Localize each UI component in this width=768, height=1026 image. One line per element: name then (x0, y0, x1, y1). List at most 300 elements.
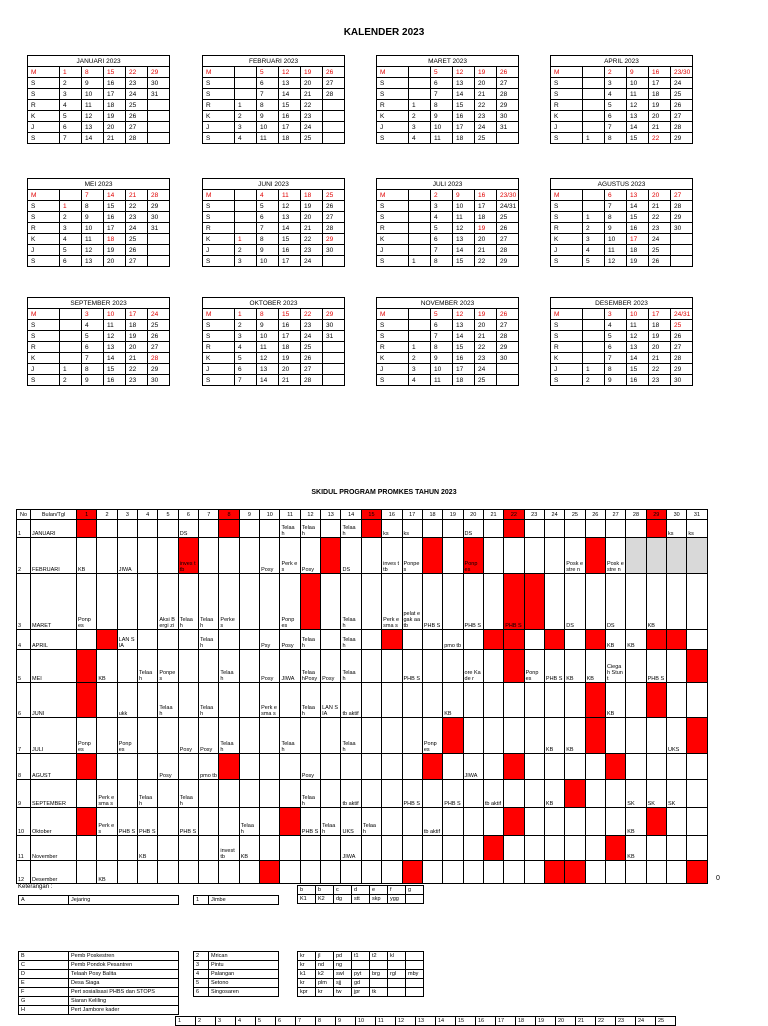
activity-label: KB (545, 801, 554, 807)
date-cell: 13 (627, 111, 649, 122)
weekday-cell: S (377, 375, 409, 386)
schedule-day-cell (565, 630, 585, 650)
legend-cell: 13 (416, 1017, 436, 1026)
schedule-day-cell (524, 650, 544, 683)
date-cell: 9 (627, 67, 649, 78)
schedule-day-cell (138, 520, 158, 538)
date-cell: 25 (475, 133, 497, 144)
schedule-header-day: 21 (483, 510, 503, 520)
date-cell (409, 89, 431, 100)
date-cell (583, 201, 605, 212)
date-cell: 19 (475, 309, 497, 320)
schedule-day-cell (77, 538, 97, 574)
date-cell: 29 (497, 342, 519, 353)
date-cell: 18 (649, 89, 671, 100)
schedule-day-cell (402, 718, 422, 754)
schedule-day-cell (666, 683, 686, 718)
schedule-day-cell (422, 718, 442, 754)
schedule-day-cell (138, 718, 158, 754)
date-cell: 29 (497, 256, 519, 267)
schedule-day-cell (239, 538, 259, 574)
schedule-day-cell (687, 754, 707, 780)
date-cell: 24 (301, 331, 323, 342)
weekday-cell: S (377, 133, 409, 144)
date-cell: 28 (671, 122, 693, 133)
schedule-month: MARET (31, 574, 77, 630)
date-cell: 21 (649, 201, 671, 212)
date-cell: 15 (279, 234, 301, 245)
date-cell: 13 (453, 234, 475, 245)
legend-cell (388, 979, 406, 988)
date-cell: 12 (82, 111, 104, 122)
schedule-day-cell (321, 538, 341, 574)
activity-label: SK (667, 801, 676, 807)
legend-cell: e (370, 886, 388, 895)
schedule-day-cell (260, 630, 280, 650)
activity-label: Telaa h (301, 637, 315, 649)
schedule-day-cell (341, 630, 361, 650)
schedule-day-cell (544, 574, 564, 630)
schedule-day-cell (178, 718, 198, 754)
date-cell: 23 (301, 320, 323, 331)
date-cell: 8 (82, 201, 104, 212)
schedule-day-cell (666, 861, 686, 884)
activity-label: DS (606, 623, 615, 629)
schedule-day-cell (280, 683, 300, 718)
schedule-header-day: 4 (138, 510, 158, 520)
date-cell: 31 (148, 89, 170, 100)
date-cell: 6 (257, 78, 279, 89)
date-cell: 17 (453, 364, 475, 375)
schedule-day-cell (260, 650, 280, 683)
activity-label: PHB S (647, 676, 665, 682)
activity-label: Posy (301, 773, 315, 779)
schedule-row (17, 650, 708, 683)
date-cell: 28 (671, 201, 693, 212)
schedule-day-cell (361, 650, 381, 683)
date-cell: 30 (323, 245, 345, 256)
schedule-day-cell (605, 754, 625, 780)
date-cell: 20 (104, 122, 126, 133)
schedule-day-cell (605, 780, 625, 808)
schedule-day-cell (219, 538, 239, 574)
date-cell: 10 (257, 122, 279, 133)
schedule-day-cell (605, 861, 625, 884)
activity-label: Telaa h (200, 637, 214, 649)
activity-label: PHB S (505, 623, 522, 629)
schedule-header-day: 17 (402, 510, 422, 520)
legend-cell (406, 895, 424, 904)
legend-cell: skp (370, 895, 388, 904)
date-cell: 29 (323, 234, 345, 245)
schedule-day-cell (219, 861, 239, 884)
schedule-day-cell (463, 718, 483, 754)
date-cell: 28 (497, 331, 519, 342)
schedule-day-cell (524, 780, 544, 808)
legend-cell: Pert sosialisasi PHBS dan STOPS (69, 988, 179, 997)
month-calendar (550, 297, 693, 386)
date-cell: 23 (301, 245, 323, 256)
schedule-day-cell (341, 683, 361, 718)
schedule-day-cell (443, 650, 463, 683)
schedule-day-cell (687, 836, 707, 861)
date-cell (235, 89, 257, 100)
legend-cell: tk (370, 988, 388, 997)
schedule-day-cell (626, 808, 646, 836)
schedule-day-cell (585, 836, 605, 861)
date-cell: 29 (323, 309, 345, 320)
date-cell: 3 (431, 201, 453, 212)
date-cell: 17 (279, 256, 301, 267)
schedule-day-cell (97, 683, 117, 718)
schedule-day-cell (646, 718, 666, 754)
schedule-day-cell (626, 861, 646, 884)
schedule-day-cell (300, 718, 320, 754)
schedule-day-cell (361, 630, 381, 650)
legend-cell: b (298, 886, 316, 895)
schedule-day-cell (280, 780, 300, 808)
schedule-day-cell (402, 650, 422, 683)
activity-label: Telaa h (220, 741, 234, 753)
activity-label: Telaa h (342, 525, 356, 537)
date-cell (409, 223, 431, 234)
legend-cell: gd (352, 979, 370, 988)
date-cell (409, 245, 431, 256)
schedule-day-cell (687, 520, 707, 538)
schedule-day-cell (422, 520, 442, 538)
date-cell: 14 (279, 89, 301, 100)
date-cell: 13 (279, 212, 301, 223)
date-cell: 5 (431, 67, 453, 78)
legend-cell: 6 (194, 988, 209, 997)
legend-cell: c (334, 886, 352, 895)
activity-label: PHB S (423, 623, 441, 629)
weekday-cell: S (28, 320, 60, 331)
activity-label: DS (342, 567, 351, 573)
schedule-month: November (31, 836, 77, 861)
schedule-day-cell (524, 754, 544, 780)
date-cell: 9 (82, 212, 104, 223)
page-title: KALENDER 2023 (343, 27, 425, 38)
schedule-day-cell (544, 754, 564, 780)
schedule-day-cell (361, 718, 381, 754)
weekday-cell: R (203, 223, 235, 234)
date-cell: 28 (323, 89, 345, 100)
schedule-day-cell (199, 754, 219, 780)
date-cell: 25 (671, 89, 693, 100)
legend-cell: brg (370, 970, 388, 979)
date-cell: 1 (60, 364, 82, 375)
date-cell: 17 (453, 122, 475, 133)
date-cell: 1 (409, 100, 431, 111)
legend-cell: 2 (194, 952, 209, 961)
schedule-day-cell (544, 718, 564, 754)
schedule-day-cell (504, 718, 524, 754)
date-cell (323, 256, 345, 267)
schedule-header-label: Bulan/Tgl (31, 510, 77, 520)
date-cell: 11 (257, 342, 279, 353)
schedule-row-number: 3 (17, 574, 31, 630)
date-cell: 11 (627, 320, 649, 331)
date-cell: 17 (649, 309, 671, 320)
schedule-day-cell (280, 630, 300, 650)
schedule-day-cell (565, 683, 585, 718)
activity-label: KB (627, 829, 635, 835)
activity-label: Posy (261, 567, 274, 573)
date-cell: 18 (279, 133, 301, 144)
weekday-cell: J (551, 122, 583, 133)
activity-label: Perk esma s (383, 617, 400, 629)
schedule-day-cell (219, 808, 239, 836)
legend-cell: jl (316, 952, 334, 961)
legend-cell: 25 (656, 1017, 676, 1026)
date-cell (148, 256, 170, 267)
schedule-day-cell (138, 683, 158, 718)
schedule-day-cell (585, 718, 605, 754)
schedule-day-cell (77, 630, 97, 650)
date-cell: 10 (82, 223, 104, 234)
weekday-cell: S (551, 256, 583, 267)
activity-label: JIWA (281, 676, 295, 682)
date-cell (235, 201, 257, 212)
date-cell: 11 (104, 320, 126, 331)
activity-label: KB (545, 747, 554, 753)
date-cell: 9 (453, 190, 475, 201)
date-cell: 18 (453, 375, 475, 386)
schedule-table (16, 509, 708, 884)
date-cell: 10 (104, 309, 126, 320)
schedule-day-cell (321, 630, 341, 650)
schedule-day-cell (422, 754, 442, 780)
schedule-day-cell (280, 520, 300, 538)
legend-cell: A (19, 896, 69, 905)
date-cell: 2 (431, 190, 453, 201)
date-cell: 28 (497, 89, 519, 100)
date-cell: 8 (257, 309, 279, 320)
schedule-day-cell (402, 520, 422, 538)
schedule-day-cell (199, 538, 219, 574)
schedule-day-cell (260, 836, 280, 861)
activity-label: Telaa h (342, 741, 356, 753)
date-cell: 26 (497, 67, 519, 78)
date-cell (60, 331, 82, 342)
activity-label: Ponp es (118, 741, 132, 753)
legend-cell: Siaran Keliling (69, 997, 179, 1006)
date-cell (409, 309, 431, 320)
date-cell: 27 (126, 122, 148, 133)
schedule-header-day: 22 (504, 510, 524, 520)
activity-label: Posy (179, 747, 192, 753)
schedule-day-cell (382, 754, 402, 780)
date-cell: 18 (301, 190, 323, 201)
schedule-day-cell (280, 808, 300, 836)
date-cell: 10 (257, 331, 279, 342)
activity-label: PHB S (179, 829, 197, 835)
schedule-day-cell (199, 630, 219, 650)
schedule-day-cell (443, 538, 463, 574)
weekday-cell: K (28, 111, 60, 122)
schedule-day-cell (402, 574, 422, 630)
activity-label: Perke s (220, 617, 235, 629)
schedule-day-cell (361, 574, 381, 630)
activity-label: PHB S (464, 623, 482, 629)
date-cell: 7 (60, 133, 82, 144)
weekday-cell: J (377, 122, 409, 133)
date-cell (323, 375, 345, 386)
schedule-day-cell (646, 754, 666, 780)
schedule-day-cell (504, 808, 524, 836)
schedule-day-cell (626, 754, 646, 780)
schedule-header-day: 14 (341, 510, 361, 520)
date-cell (409, 212, 431, 223)
weekday-cell: S (377, 201, 409, 212)
schedule-day-cell (219, 650, 239, 683)
weekday-cell: K (377, 111, 409, 122)
date-cell (583, 320, 605, 331)
month-calendar (550, 178, 693, 267)
schedule-header-day: 3 (117, 510, 137, 520)
month-name: APRIL 2023 (551, 56, 693, 67)
date-cell (60, 320, 82, 331)
legend-cell: t2 (370, 952, 388, 961)
date-cell: 26 (148, 331, 170, 342)
schedule-day-cell (158, 538, 178, 574)
legend-cell: pyt (352, 970, 370, 979)
date-cell: 27 (323, 78, 345, 89)
legend-cell: kr (298, 979, 316, 988)
activity-label: KB (586, 676, 594, 682)
date-cell (583, 309, 605, 320)
date-cell: 22 (649, 133, 671, 144)
schedule-day-cell (97, 808, 117, 836)
schedule-day-cell (260, 718, 280, 754)
schedule-day-cell (626, 650, 646, 683)
date-cell: 24/31 (497, 201, 519, 212)
schedule-day-cell (544, 630, 564, 650)
date-cell: 27 (497, 78, 519, 89)
date-cell: 7 (605, 122, 627, 133)
date-cell: 24 (301, 122, 323, 133)
month-calendar (376, 178, 519, 267)
date-cell: 21 (279, 375, 301, 386)
date-cell: 20 (475, 234, 497, 245)
schedule-day-cell (504, 520, 524, 538)
date-cell: 21 (301, 89, 323, 100)
activity-label: SK (627, 801, 635, 807)
schedule-day-cell (158, 780, 178, 808)
schedule-day-cell (646, 836, 666, 861)
schedule-day-cell (77, 574, 97, 630)
date-cell: 24 (126, 223, 148, 234)
schedule-day-cell (666, 574, 686, 630)
date-cell: 18 (649, 320, 671, 331)
date-cell: 19 (649, 100, 671, 111)
schedule-day-cell (239, 861, 259, 884)
legend-cell: 16 (476, 1017, 496, 1026)
schedule-day-cell (382, 808, 402, 836)
month-name: MARET 2023 (377, 56, 519, 67)
legend-cell (406, 961, 424, 970)
legend-program-list (18, 951, 179, 1015)
legend-cell: k2 (316, 970, 334, 979)
legend-cell: H (19, 1006, 69, 1015)
schedule-day-cell (239, 574, 259, 630)
schedule-day-cell (158, 574, 178, 630)
activity-label: Telaa h (159, 705, 173, 717)
activity-label: Ponp es (78, 741, 91, 753)
date-cell: 1 (60, 67, 82, 78)
date-cell: 3 (409, 122, 431, 133)
legend-cell: 9 (336, 1017, 356, 1026)
schedule-day-cell (117, 836, 137, 861)
schedule-day-cell (687, 538, 707, 574)
schedule-day-cell (626, 630, 646, 650)
date-cell: 27 (301, 364, 323, 375)
legend-cell: E (19, 979, 69, 988)
legend-village-list (193, 951, 279, 997)
activity-label: Telaa h (301, 795, 315, 807)
date-cell: 19 (279, 353, 301, 364)
weekday-cell: J (377, 364, 409, 375)
date-cell: 30 (148, 375, 170, 386)
activity-label: Telaa h (301, 525, 315, 537)
schedule-header-day: 16 (382, 510, 402, 520)
schedule-day-cell (422, 538, 442, 574)
schedule-day-cell (77, 718, 97, 754)
schedule-day-cell (138, 754, 158, 780)
activity-label: Telaa h (342, 617, 356, 629)
activity-label: Telaa h (220, 670, 234, 682)
legend-cell: stt (352, 895, 370, 904)
schedule-day-cell (524, 861, 544, 884)
date-cell (671, 245, 693, 256)
schedule-header-day: 18 (422, 510, 442, 520)
schedule-day-cell (117, 650, 137, 683)
weekday-cell: S (551, 320, 583, 331)
schedule-day-cell (483, 808, 503, 836)
date-cell: 21 (649, 353, 671, 364)
schedule-day-cell (544, 861, 564, 884)
weekday-cell: R (377, 342, 409, 353)
legend-cell: B (19, 952, 69, 961)
schedule-row-number: 9 (17, 780, 31, 808)
schedule-day-cell (585, 538, 605, 574)
schedule-day-cell (422, 630, 442, 650)
date-cell: 2 (409, 353, 431, 364)
date-cell: 16 (453, 111, 475, 122)
date-cell: 2 (583, 223, 605, 234)
date-cell: 5 (257, 201, 279, 212)
schedule-day-cell (646, 683, 666, 718)
date-cell: 7 (431, 331, 453, 342)
schedule-header-day: 28 (626, 510, 646, 520)
schedule-day-cell (646, 808, 666, 836)
activity-label: LAN SIA (322, 705, 339, 717)
schedule-day-cell (524, 520, 544, 538)
schedule-day-cell (178, 683, 198, 718)
activity-label: pelat egak aa tb (403, 611, 421, 629)
date-cell: 14 (453, 89, 475, 100)
legend-cell: 8 (316, 1017, 336, 1026)
schedule-day-cell (300, 780, 320, 808)
schedule-day-cell (626, 683, 646, 718)
activity-label: KB (566, 676, 574, 682)
schedule-day-cell (402, 836, 422, 861)
date-cell (235, 223, 257, 234)
date-cell: 15 (104, 67, 126, 78)
schedule-day-cell (199, 650, 219, 683)
date-cell (60, 309, 82, 320)
